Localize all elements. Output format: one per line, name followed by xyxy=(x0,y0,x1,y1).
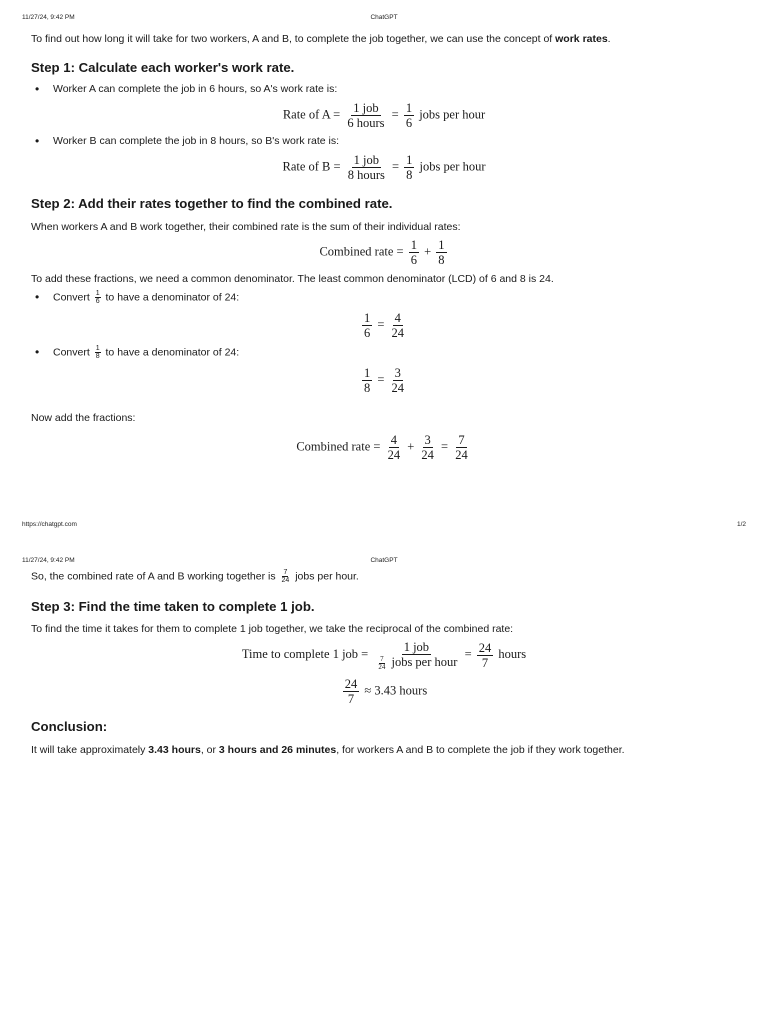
rate-b-num: 1 job xyxy=(353,153,379,167)
lcd-text: To add these fractions, we need a common denominator. The least common denominator (LCD) of 6 and 8 is 24. xyxy=(31,273,554,285)
page-2-header xyxy=(0,557,768,569)
combined-f2 xyxy=(436,238,446,267)
combined-f1 xyxy=(409,238,419,267)
time-fraction-num: 1 job xyxy=(403,640,430,654)
header-title: ChatGPT xyxy=(370,14,398,21)
intro-end: . xyxy=(607,33,611,45)
rate-b-result-num: 1 xyxy=(406,153,413,167)
step1-bullet-b: • Worker B can complete the job in 8 hours, so B's work rate is: xyxy=(31,134,737,148)
time-den-unit: jobs per hour xyxy=(391,655,458,669)
header-date: 11/27/24, 9:42 PM xyxy=(22,14,75,21)
conclusion-b2: 3 hours and 26 minutes xyxy=(218,743,337,756)
sum-plus: + xyxy=(407,439,415,454)
time-den-num: 7 xyxy=(380,654,384,663)
combined-f2-num: 1 xyxy=(438,238,445,252)
add-fractions-text: Now add the fractions: xyxy=(31,412,136,424)
convert-2-pre: Convert xyxy=(53,346,90,359)
rate-a-den: 6 hours xyxy=(347,116,385,130)
equiv-2-left xyxy=(362,366,372,395)
rate-b-fraction xyxy=(346,153,387,182)
rate-b-eq: = xyxy=(391,159,400,174)
conclusion-t1: It will take approximately xyxy=(31,743,149,756)
intro-text-main: To find out how long it will take for two workers, A and B, to complete the job together, we can use the concept of xyxy=(31,33,556,45)
rate-a-num: 1 job xyxy=(353,101,379,115)
sum-f2 xyxy=(419,433,436,462)
equiv-2-left-den: 8 xyxy=(363,381,371,395)
combined-plus: + xyxy=(424,244,432,259)
time-eq: = xyxy=(464,647,472,662)
convert-bullet-2 xyxy=(31,345,737,360)
conclusion-t3: , for workers A and B to complete the job if they work together. xyxy=(336,743,625,756)
step3-text: To find the time it takes for them to complete 1 job together, we take the reciprocal of the combined rate: xyxy=(31,623,514,635)
rate-a-result-den: 6 xyxy=(405,116,413,130)
time-fraction-den xyxy=(373,655,459,671)
page-1-content xyxy=(31,32,737,462)
equiv-2-eq: = xyxy=(377,372,385,387)
rate-b-unit: jobs per hour xyxy=(419,159,486,174)
convert-2-fraction xyxy=(95,345,101,360)
convert-2-post: to have a denominator of 24: xyxy=(105,346,240,359)
approx-den: 7 xyxy=(347,691,355,706)
sum-result xyxy=(453,433,470,462)
page-header xyxy=(0,14,768,26)
sum-f1 xyxy=(386,433,403,462)
equiv-2-right-num: 3 xyxy=(394,366,401,380)
sum-f2-den: 24 xyxy=(421,448,434,462)
time-result-den: 7 xyxy=(481,655,489,670)
page-2-header-date: 11/27/24, 9:42 PM xyxy=(22,557,75,564)
rate-a-result-num: 1 xyxy=(405,101,413,115)
convert-list-1 xyxy=(31,290,737,305)
time-lhs: Time to complete 1 job = xyxy=(241,647,369,662)
convert-list-2 xyxy=(31,345,737,360)
convert-2-num: 1 xyxy=(95,345,100,352)
step1-list xyxy=(31,82,737,96)
approx-num: 24 xyxy=(344,676,358,691)
approx-value: ≈ 3.43 hours xyxy=(364,683,428,697)
sum-equation xyxy=(31,433,737,462)
time-result-num: 24 xyxy=(478,640,492,655)
rate-a-lhs: Rate of A = xyxy=(282,107,341,122)
intro-text xyxy=(31,32,737,46)
rate-b-result xyxy=(404,153,414,182)
equiv-2-right xyxy=(390,366,407,395)
step2-text: When workers A and B work together, their combined rate is the sum of their individual rates: xyxy=(31,221,461,233)
conclusion-heading: Conclusion: xyxy=(31,718,108,734)
convert-bullet-1 xyxy=(31,290,737,305)
convert-1-den: 6 xyxy=(95,298,100,305)
combined-f1-num: 1 xyxy=(410,238,417,252)
rate-a-fraction xyxy=(345,101,386,130)
rate-b-result-den: 8 xyxy=(406,168,413,182)
step1-heading: Step 1: Calculate each worker's work rate. xyxy=(31,60,295,75)
equiv-1-right xyxy=(390,311,407,340)
combined-sentence-fraction xyxy=(281,569,291,584)
equiv-1-left-den: 6 xyxy=(363,326,371,340)
sum-result-den: 24 xyxy=(455,448,468,462)
rate-a-eq: = xyxy=(391,107,399,122)
time-den-fraction xyxy=(377,656,386,671)
time-fraction xyxy=(373,640,459,671)
sum-f1-den: 24 xyxy=(387,448,401,462)
rate-a-result xyxy=(404,101,414,130)
combined-sentence-pre: So, the combined rate of A and B working together is xyxy=(31,570,276,583)
rate-b-lhs: Rate of B = xyxy=(282,159,341,174)
conclusion-text xyxy=(31,743,737,757)
sum-f2-num: 3 xyxy=(424,433,431,447)
step3-heading: Step 3: Find the time taken to complete 1 job. xyxy=(31,599,315,614)
rate-b-equation xyxy=(31,153,737,182)
combined-f1-den: 6 xyxy=(410,253,417,267)
convert-1-fraction xyxy=(95,290,101,305)
convert-1-pre: Convert xyxy=(53,291,90,304)
equiv-1-equation xyxy=(31,311,737,340)
combined-sentence-post: jobs per hour. xyxy=(295,570,359,583)
convert-2-den: 8 xyxy=(95,353,100,360)
intro-bold: work rates xyxy=(555,33,608,45)
footer-url: https://chatgpt.com xyxy=(22,521,77,528)
equiv-2-right-den: 24 xyxy=(391,381,405,395)
rate-a-unit: jobs per hour xyxy=(419,107,486,122)
step2-heading: Step 2: Add their rates together to find the combined rate. xyxy=(31,196,393,211)
combined-rate-equation xyxy=(31,238,737,267)
combined-f2-den: 8 xyxy=(438,253,445,267)
conclusion-t2: , or xyxy=(200,743,219,756)
step1-list-b xyxy=(31,134,737,148)
sum-result-num: 7 xyxy=(458,433,465,447)
equiv-1-right-den: 24 xyxy=(391,326,405,340)
combined-sentence-num: 7 xyxy=(283,569,288,576)
page-2-content xyxy=(31,569,737,757)
combined-rate-sentence xyxy=(31,569,737,584)
footer-page-number: 1/2 xyxy=(736,521,746,528)
time-unit: hours xyxy=(498,647,527,662)
equiv-2-equation xyxy=(31,366,737,395)
step1-bullet-a: • Worker A can complete the job in 6 hours, so A's work rate is: xyxy=(31,82,737,96)
combined-lhs: Combined rate = xyxy=(319,244,404,259)
page-2-header-title: ChatGPT xyxy=(370,557,398,564)
approx-fraction xyxy=(343,677,360,706)
sum-eq: = xyxy=(441,439,449,454)
rate-a-equation xyxy=(31,101,737,130)
time-equation xyxy=(31,640,737,671)
sum-f1-num: 4 xyxy=(390,433,397,447)
time-result xyxy=(477,641,494,670)
convert-1-post: to have a denominator of 24: xyxy=(105,291,240,304)
convert-1-num: 1 xyxy=(95,290,100,297)
equiv-2-left-num: 1 xyxy=(363,366,371,380)
equiv-1-right-num: 4 xyxy=(394,311,401,325)
rate-b-den: 8 hours xyxy=(347,168,385,182)
equiv-1-left xyxy=(362,311,372,340)
combined-sentence-den: 24 xyxy=(281,577,290,584)
time-den-den: 24 xyxy=(378,662,386,671)
equiv-1-eq: = xyxy=(377,317,385,332)
approx-equation xyxy=(31,677,737,706)
conclusion-b1: 3.43 hours xyxy=(148,743,201,756)
sum-lhs: Combined rate = xyxy=(296,439,381,454)
equiv-1-left-num: 1 xyxy=(363,311,371,325)
